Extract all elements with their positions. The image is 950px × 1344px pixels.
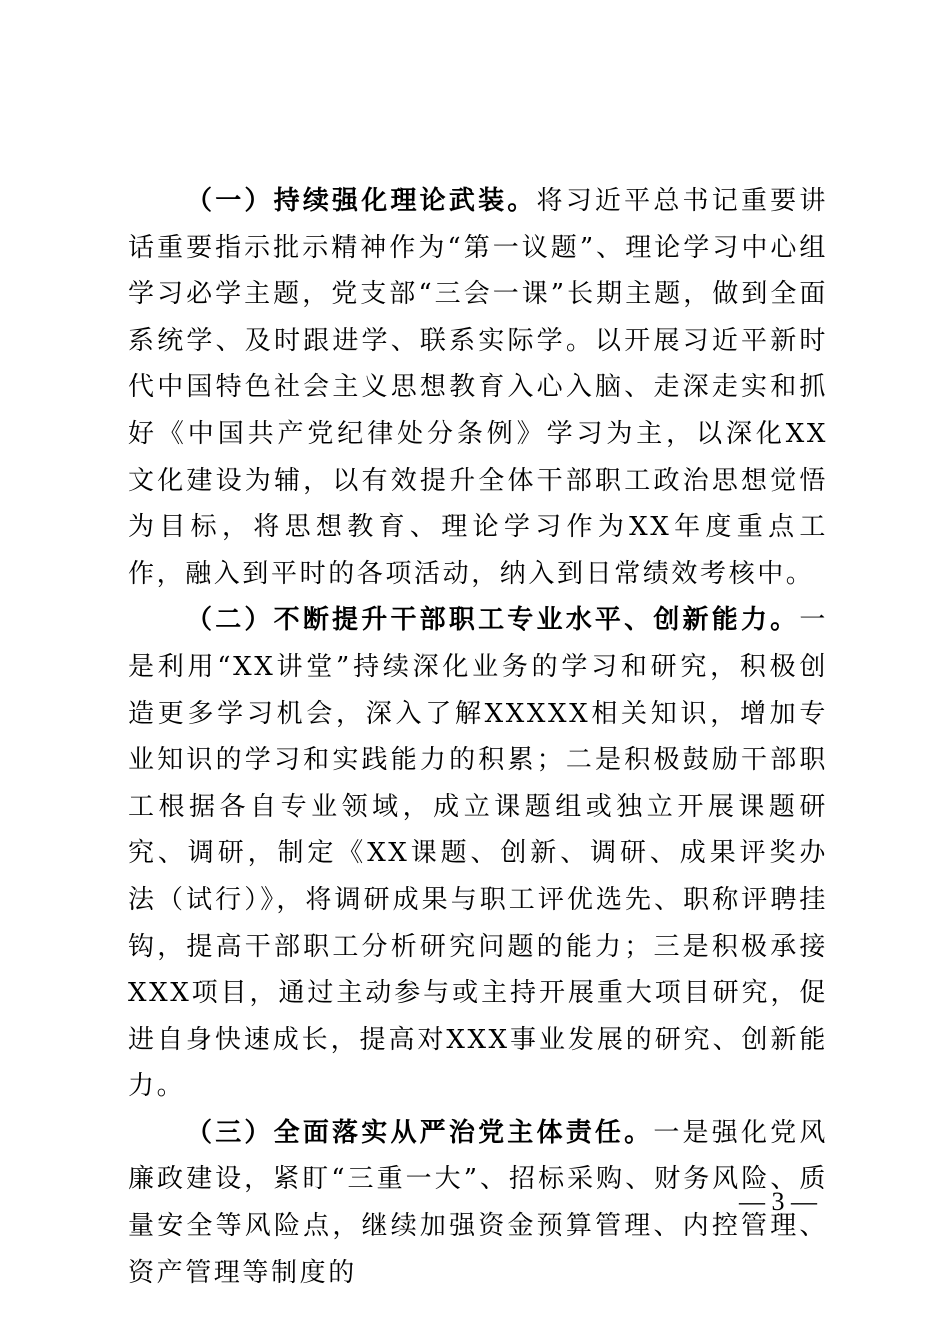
paragraph-2 [128, 597, 828, 1110]
paragraph-2-body: 一是利用“XX讲堂”持续深化业务的学习和研究，积极创造更多学习机会，深入了解XXXXX相关知识，增加专业知识的学习和实践能力的积累；二是积极鼓励干部职工根据各自专业领域，成立课题组或独立开展课题研究、调研，制定《XX课题、创新、调研、成果评奖办法（试行）》，将调研成果与职工评优选先、职称评聘挂钩，提高干部职工分析研究问题的能力；三是积极承接XXX项目，通过主动参与或主持开展重大项目研究，促进自身快速成长，提高对XXX事业发展的研究、创新能力。 [128, 605, 828, 1102]
paragraph-1-body: 将习近平总书记重要讲话重要指示批示精神作为“第一议题”、理论学习中心组学习必学主题，党支部“三会一课”长期主题，做到全面系统学、及时跟进学、联系实际学。以开展习近平新时代中国特色社会主义思想教育入心入脑、走深走实和抓好《中国共产党纪律处分条例》学习为主，以深化XX文化建设为辅，以有效提升全体干部职工政治思想觉悟为目标，将思想教育、理论学习作为XX年度重点工作，融入到平时的各项活动，纳入到日常绩效考核中。 [128, 186, 828, 589]
paragraph-3-heading: （三）全面落实从严治党主体责任。 [186, 1117, 654, 1148]
paragraph-1-heading: （一）持续强化理论武装。 [186, 186, 537, 216]
paragraph-3-body: 一是强化党风廉政建设，紧盯“三重一大”、招标采购、财务风险、质量安全等风险点，继续加强资金预算管理、内控管理、资产管理等制度的 [128, 1117, 828, 1288]
paragraph-3 [128, 1110, 828, 1296]
document-body [128, 178, 828, 1296]
paragraph-2-heading: （二）不断提升干部职工专业水平、创新能力。 [186, 605, 800, 636]
paragraph-1 [128, 178, 828, 597]
page-number: — 3 — [739, 1187, 817, 1216]
